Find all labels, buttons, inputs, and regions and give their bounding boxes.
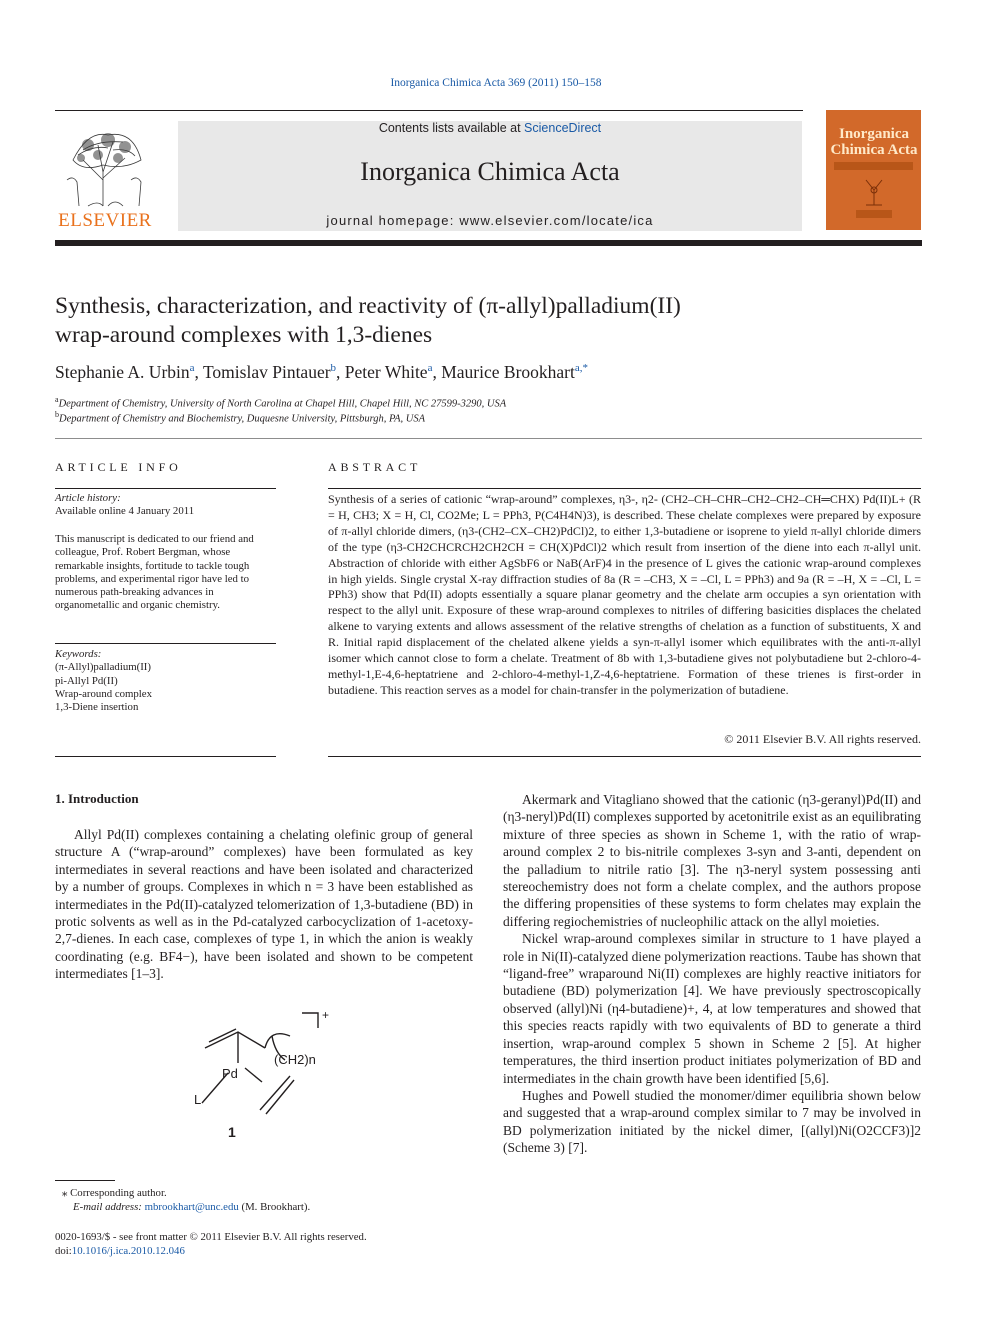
structure-1-drawing (190, 1008, 340, 1143)
cover-title: Inorganica Chimica Acta (830, 126, 918, 158)
section-heading-introduction: 1. Introduction (55, 791, 139, 806)
affiliation-a (55, 395, 506, 410)
compound-number-label: 1 (228, 1124, 236, 1140)
affiliation-rule (55, 438, 922, 439)
email-label: E-mail address: (73, 1201, 142, 1213)
journal-cover-image (826, 110, 921, 230)
contents-line (178, 121, 802, 135)
journal-reference[interactable]: Inorganica Chimica Acta 369 (2011) 150–158 (390, 77, 602, 89)
article-info-bottom-rule (55, 756, 276, 757)
doi-prefix: doi: (55, 1245, 72, 1257)
affiliation-b (55, 410, 425, 425)
article-history-value: Available online 4 January 2011 (55, 505, 195, 518)
author-list: Stephanie A. Urbin$^a$, Tomislav Pintauer$^b$, Peter White$^a$, Maurice Brookhart$^{a,*}$ (55, 362, 588, 382)
article-info-rule (55, 488, 276, 489)
doi-line (55, 1245, 185, 1257)
elsevier-logo (53, 120, 157, 232)
abstract-heading: ABSTRACT (328, 460, 422, 474)
footnote-rule (55, 1180, 115, 1181)
structure-charge-label: + (322, 1008, 330, 1022)
author-name: Maurice Brookhart (441, 362, 575, 382)
keywords-rule (55, 643, 276, 644)
article-title (55, 292, 915, 350)
keywords-label: Keywords: (55, 648, 102, 660)
affiliation-mark: b (55, 410, 59, 419)
author-affiliation-mark[interactable]: a (189, 362, 195, 375)
keyword: (π-Allyl)palladium(II) (55, 661, 151, 674)
abstract-bottom-rule (328, 756, 921, 757)
affiliation-mark: a (55, 395, 59, 404)
doi-link[interactable]: 10.1016/j.ica.2010.12.046 (71, 1245, 185, 1257)
journal-homepage[interactable]: journal homepage: www.elsevier.com/locate/ica (326, 213, 654, 228)
affiliation-text: Department of Chemistry and Biochemistry, Duquesne University, Pittsburgh, PA, USA (59, 413, 426, 425)
abstract-text: Synthesis of a series of cationic “wrap-around” complexes, η3-, η2- (CH2–CH–CHR–CH2–CH2–CH═CHX) Pd(II)L+ (R = H, CH3; X = H, Cl, CO2Me; L = PPh3, P(C4H4N)3), is described. These chelate complexes were prepared by exposure of π-allyl chloride dimers, (η3-(CH2–CX–CH2)PdCl)2, to either 1,3-butadiene or isoprene to yield π-allyl chloride dimers of the type (η3-CH2CHCRCH2CH2CH = CH(X)PdCl)2 which result from insertion of the diene into each π-allyl unit. Abstraction of chloride with either AgSbF6 or NaB(ArF)4 in the presence of L gives the cationic wrap-around complexes in high yields. Single crystal X-ray diffraction studies of 8a (R = –CH3, X = –Cl, L = PPh3) and 9a (R = –H, X = –Cl, L = PPh3) show that Pd(II) adopts essentially a square planar geometry and the chelate arm occupies a syn orientation with respect to the allyl unit. Exposure of these wrap-around complexes to nitriles of differing basicities displaces the chelated alkene to varying extents and allows assessment of the relative strengths of chelation as a function of substituents, X and R. Initial rapid displacement of the chelated alkene yields a syn-π-allyl isomer which equilibrates with the anti-π-allyl isomer which cannot close to form a chelate. Treatment of 8b with 1,3-butadiene gives not polybutadiene but 2-chloro-4-methyl-1,E-4,6-heptatriene and 2-chloro-4-methyl-1,Z-4,6-heptatriene. Formation of these trienes is first-order in butadiene. This reaction serves as a model for chain-transfer in the polymerization of butadiene. (328, 492, 921, 697)
header-rule (55, 110, 803, 111)
structure-ligand-label: L (194, 1092, 202, 1107)
structure-chain-label: (CH2)n (274, 1052, 316, 1067)
paragraph: Allyl Pd(II) complexes containing a chelating olefinic group of general structure A (“wrap-around” complexes) have been formulated as key intermediates in several reactions and have been isolated and characterized by a number of groups. Complexes in which n = 3 have been established as intermediates in the Pd(II)-catalyzed telomerization of 1,3-butadiene (BD) in protic solvents as well as in the Pd-catalyzed carbocyclization of 1-acetoxy-2,7-dienes. In each case, complexes of type 1, in which the anion is weakly coordinating (e.g. BF4−), have been isolated and shown to be competent intermediates [1–3]. (55, 827, 473, 982)
structure-metal-label: Pd (222, 1066, 238, 1081)
contents-prefix: Contents lists available at (378, 121, 525, 135)
keywords-block (55, 648, 276, 714)
affiliation-text: Department of Chemistry, University of North Carolina at Chapel Hill, Chapel Hill, NC 27599-3290, USA (58, 398, 507, 410)
keyword: Wrap-around complex (55, 687, 152, 700)
author-name: Stephanie A. Urbin (55, 362, 190, 382)
author-name: Peter White (344, 362, 428, 382)
copyright: © 2011 Elsevier B.V. All rights reserved. (724, 732, 921, 746)
issn-line: 0020-1693/$ - see front matter © 2011 Elsevier B.V. All rights reserved. (55, 1231, 367, 1243)
sciencedirect-link[interactable]: ScienceDirect (524, 121, 602, 135)
dedication: This manuscript is dedicated to our friend and colleague, Prof. Robert Bergman, whose remarkable insights, fortitude to tackle tough problems, and experimental rigor have led to numerous path-breaking advances in organometallic and organic chemistry. (55, 533, 254, 612)
header-thick-rule (55, 240, 922, 246)
intro-paragraph (55, 826, 473, 983)
paragraph: Akermark and Vitagliano showed that the cationic (η3-geranyl)Pd(II) and (η3-neryl)Pd(II) complexes supported by acetonitrile exist as an equilibrating mixture of three species as shown in Scheme 1, with the ratio of wrap-around complex 2 to bis-nitrile complexes 3-syn and 3-anti, dependent on the palladium to nitrile ratio [3]. The η3-neryl system possessing anti stereochemistry does not form a chelate complex, and the authors propose the differing propensities of these systems to form chelates may explain the differing regiochemistries of nucleophilic attack on the allyl moieties. (503, 792, 921, 929)
keyword: pi-Allyl Pd(II) (55, 674, 118, 687)
article-title-line-2: wrap-around complexes with 1,3-dienes (55, 322, 433, 348)
paragraph: Hughes and Powell studied the monomer/dimer equilibria shown below and suggested that a wrap-around complex similar to 7 may be involved in BD polymerization initiated by the nickel dimer, [(allyl)Ni(O2CCF3)]2 (Scheme 3) [7]. (503, 1087, 921, 1156)
keyword: 1,3-Diene insertion (55, 701, 139, 714)
email-suffix: (M. Brookhart). (241, 1201, 311, 1213)
article-history (55, 492, 276, 519)
email-link[interactable]: mbrookhart@unc.edu (144, 1201, 239, 1213)
abstract-rule (328, 488, 921, 489)
author-affiliation-mark[interactable]: b (330, 362, 337, 375)
article-info-heading: ARTICLE INFO (55, 460, 182, 474)
author-affiliation-mark[interactable]: a (427, 362, 433, 375)
author-affiliation-mark[interactable]: a,* (574, 362, 588, 375)
corresponding-author-note: ⁎ Corresponding author. (62, 1187, 167, 1199)
author-name: Tomislav Pintauer (202, 362, 331, 382)
paragraph: Nickel wrap-around complexes similar in structure to 1 have played a role in Ni(II)-catalyzed diene polymerization reactions. Taube has shown that “ligand-free” wraparound Ni(II) complexes are highly reactive initiators for butadiene (BD) polymerization [4]. We have previously spectroscopically observed (allyl)Ni (η4-butadiene)+, 4, at low temperatures and showed that this species reacts rapidly with two equivalents of BD to generate a third insertion, wrap-around complex 5 shown in Scheme 2 [5]. At higher temperatures, the third insertion product initiates polymerization of BD and intermediates in the chain growth have been identified [5,6]. (503, 931, 921, 1086)
elsevier-logo-text: ELSEVIER (58, 210, 152, 231)
article-title-line-1: Synthesis, characterization, and reactivity of (π-allyl)palladium(II) (55, 293, 681, 319)
journal-title: Inorganica Chimica Acta (360, 157, 620, 186)
email-footnote (73, 1201, 310, 1213)
right-column (503, 791, 921, 1157)
article-history-label: Article history: (55, 492, 121, 504)
